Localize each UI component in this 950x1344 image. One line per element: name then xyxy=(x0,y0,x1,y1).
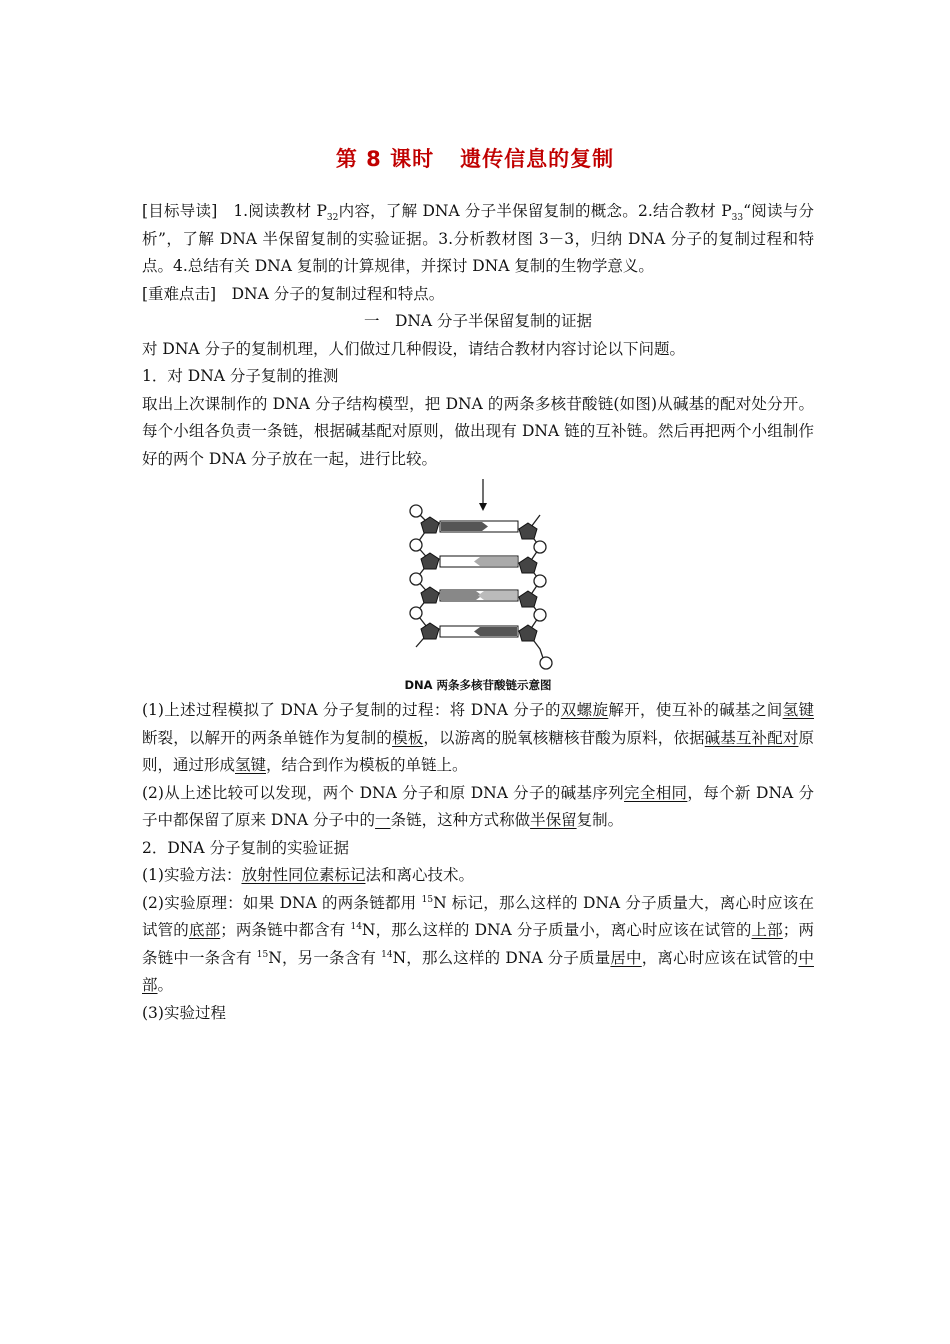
answer-blank: 放射性同位素标记 xyxy=(241,866,366,884)
method-3: (3)实验过程 xyxy=(142,1003,226,1022)
goals-text: “阅读与分析”，了解 DNA 半保留复制的实验证据。3.分析教材图 3－3，归纳 DNA 分子的复制过程和特点。4.总结有关 DNA 复制的计算规律，并探讨 DNA 复制的生物学意义。 xyxy=(142,202,814,275)
phosphate-circle xyxy=(534,609,546,621)
sugar-pentagon xyxy=(519,591,537,607)
text-run: N，那么这样的 DNA 分子质量小，离心时应该在试管的 xyxy=(361,921,752,939)
method-2 xyxy=(142,890,814,1000)
text-run: ，每个新 DNA 分子中都保留了原来 DNA 分子中的 xyxy=(142,783,814,829)
answer-blank: 完全相同 xyxy=(624,783,688,802)
intro-paragraph: 对 DNA 分子的复制机理，人们做过几种假设，请结合教材内容讨论以下问题。 xyxy=(142,339,686,358)
model-paragraph: 取出上次课制作的 DNA 分子结构模型，把 DNA 的两条多核苷酸链(如图)从碱基的配对处分开。每个小组各负责一条链，根据碱基配对原则，做出现有 DNA 链的互补链。然后再把两个小组制作好的两个 DNA 分子放在一起，进行比较。 xyxy=(142,394,814,468)
phosphate-circle xyxy=(410,607,422,619)
answer-blank: 半保留 xyxy=(530,811,577,829)
page-title xyxy=(0,143,950,173)
figure-block xyxy=(142,477,814,697)
dna-diagram xyxy=(404,477,554,675)
answer-blank: 居中 xyxy=(610,948,642,967)
answer-blank: 双螺旋 xyxy=(560,701,609,719)
text-run: (2)从上述比较可以发现，两个 DNA 分子和原 DNA 分子的碱基序列 xyxy=(142,783,625,802)
isotope-sup: 14 xyxy=(350,921,362,932)
keypoints-tag: [重难点击] xyxy=(142,284,217,303)
goals-sub: 32 xyxy=(326,213,339,224)
keypoints-paragraph xyxy=(142,281,814,309)
isotope-sup: 15 xyxy=(421,894,434,905)
text-run: N，那么这样的 DNA 分子质量 xyxy=(392,948,611,967)
answer-blank: 氢键 xyxy=(235,756,267,774)
lesson-number: 第 8 课时 xyxy=(335,147,435,171)
phosphate-circle xyxy=(410,573,422,585)
question-1 xyxy=(142,697,814,780)
text-run: N 标记，那么这样的 DNA 分子质量大，离心时应该在试管的 xyxy=(142,893,815,939)
base xyxy=(441,522,488,531)
text-run: 条链，这种方式称做 xyxy=(390,811,531,829)
answer-blank: 模板 xyxy=(392,728,424,747)
goals-text: 内容，了解 DNA 分子半保留复制的概念。2.结合教材 P xyxy=(338,202,732,220)
phosphate-circle xyxy=(410,539,422,551)
text-run: 。 xyxy=(157,976,174,994)
figure-caption: DNA 两条多核苷酸链示意图 xyxy=(404,678,552,692)
text-run: ；两条链中都含有 xyxy=(220,921,351,939)
text-run: (1)上述过程模拟了 DNA 分子复制的过程：将 DNA 分子的 xyxy=(142,701,561,719)
text-run: 复制。 xyxy=(576,811,624,829)
text-run: N，另一条含有 xyxy=(268,948,382,967)
sugar-pentagon xyxy=(519,557,537,573)
goals-text: 1.阅读教材 P xyxy=(233,202,327,220)
phosphate-circle xyxy=(534,575,546,587)
text-run: ，结合到作为模板的单链上。 xyxy=(266,756,468,774)
arrow-head xyxy=(479,503,487,511)
phosphate-circle xyxy=(534,541,546,553)
answer-blank: 上部 xyxy=(751,921,783,939)
base xyxy=(474,557,517,566)
text-run: ；两条链中一条含有 xyxy=(142,921,814,967)
sugar-pentagon xyxy=(421,553,439,569)
text-run: (1)实验方法： xyxy=(142,866,242,884)
base xyxy=(478,591,517,600)
goals-tag: [目标导读] xyxy=(142,202,218,220)
answer-blank: 氢键 xyxy=(782,701,814,719)
question-2 xyxy=(142,780,814,835)
answer-blank: 中部 xyxy=(142,948,814,994)
sugar-pentagon xyxy=(519,625,537,641)
answer-blank: 一 xyxy=(375,811,391,829)
section-heading: 一 DNA 分子半保留复制的证据 xyxy=(363,312,593,330)
lesson-title: 遗传信息的复制 xyxy=(460,147,615,171)
text-run: 断裂，以解开的两条单链作为复制的 xyxy=(142,728,393,747)
document-body xyxy=(142,198,814,1027)
isotope-sup: 14 xyxy=(381,949,393,960)
text-run: 原则，通过形成 xyxy=(142,728,814,774)
text-run: 法和离心技术。 xyxy=(365,866,474,884)
base xyxy=(474,627,517,636)
answer-blank: 底部 xyxy=(188,921,221,939)
isotope-sup: 15 xyxy=(256,949,269,960)
phosphate-circle xyxy=(410,505,422,517)
goals-paragraph xyxy=(142,198,814,281)
goals-sub: 33 xyxy=(731,213,744,224)
method-1 xyxy=(142,862,814,890)
phosphate-circle xyxy=(540,657,552,669)
sugar-pentagon xyxy=(421,587,439,603)
subheading-2: 2．DNA 分子复制的实验证据 xyxy=(142,838,349,857)
text-run: (2)实验原理：如果 DNA 的两条链都用 xyxy=(142,893,422,912)
keypoints-text: DNA 分子的复制过程和特点。 xyxy=(231,284,445,303)
text-run: 解开，使互补的碱基之间 xyxy=(608,701,783,719)
text-run: ，以游离的脱氧核糖核苷酸为原料，依据 xyxy=(423,728,705,747)
base xyxy=(441,591,482,600)
sugar-pentagon xyxy=(421,623,439,639)
sugar-pentagon xyxy=(519,523,537,539)
answer-blank: 碱基互补配对 xyxy=(704,728,799,747)
subheading-1: 1．对 DNA 分子复制的推测 xyxy=(142,367,339,385)
text-run: ，离心时应该在试管的 xyxy=(641,948,799,967)
